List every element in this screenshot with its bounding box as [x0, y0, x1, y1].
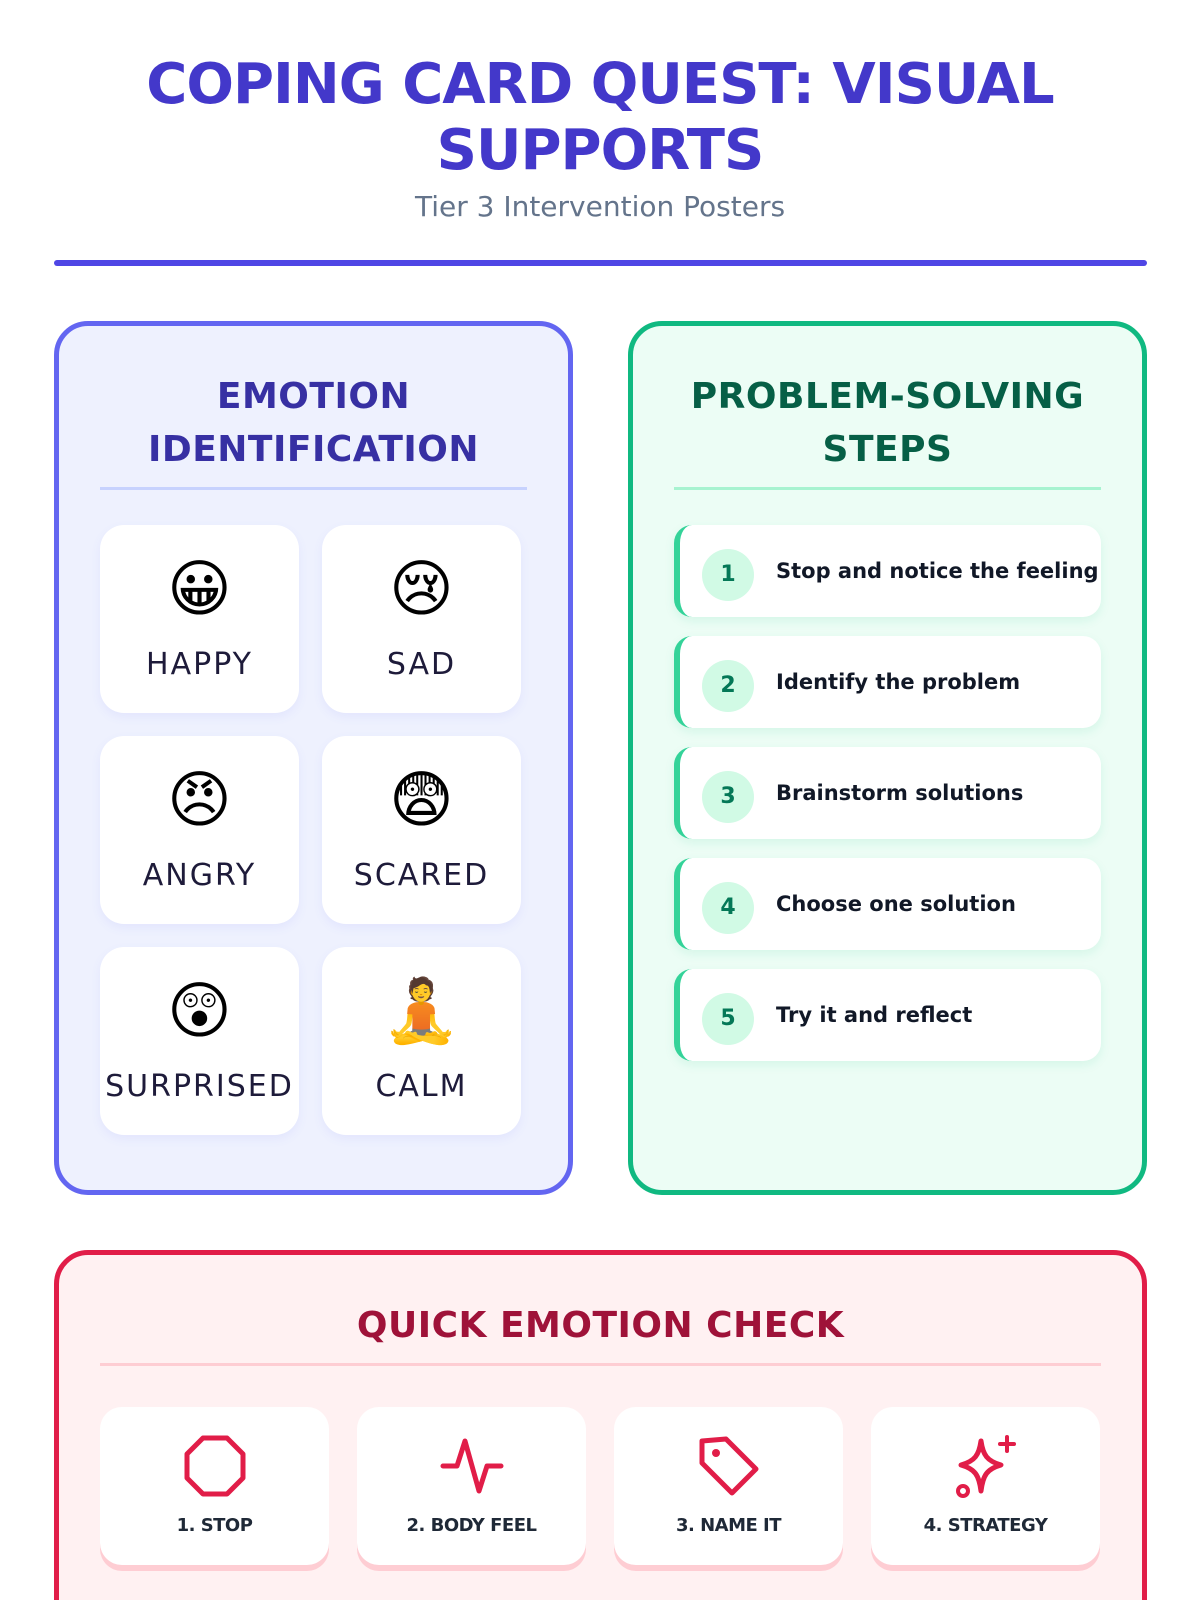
step-number-badge: 3 [702, 771, 754, 823]
step-number-badge: 1 [702, 549, 754, 601]
emotion-label: CALM [375, 1069, 468, 1104]
check-label: 4. STRATEGY [923, 1515, 1048, 1536]
step-card[interactable] [674, 858, 1101, 950]
steps-panel-divider [674, 487, 1101, 490]
sparkle-icon [871, 1433, 1100, 1499]
step-card[interactable] [674, 636, 1101, 728]
step-text: Identify the problem [776, 670, 1021, 694]
step-number-badge: 2 [702, 660, 754, 712]
step-text: Stop and notice the feeling [776, 559, 1099, 583]
check-card-strategy[interactable] [871, 1407, 1100, 1565]
emotion-panel-divider [100, 487, 527, 490]
step-text: Try it and reflect [776, 1003, 973, 1027]
steps-panel-heading: PROBLEM-SOLVING STEPS [690, 376, 1085, 470]
check-panel-heading: QUICK EMOTION CHECK [356, 1305, 845, 1346]
step-card[interactable] [674, 969, 1101, 1061]
page-subtitle: Tier 3 Intervention Posters [414, 190, 786, 223]
emotion-card-happy[interactable] [100, 525, 299, 713]
emotion-label: SAD [386, 647, 457, 682]
page-title: COPING CARD QUEST: VISUAL SUPPORTS [146, 52, 1054, 183]
check-panel-divider [100, 1363, 1101, 1366]
meditation-icon: 🧘 [382, 974, 461, 1047]
step-number-badge: 4 [702, 882, 754, 934]
scared-face-icon: 😨 [389, 763, 454, 836]
check-card-stop[interactable] [100, 1407, 329, 1565]
emotion-card-surprised[interactable] [100, 947, 299, 1135]
emotion-label: ANGRY [142, 858, 257, 893]
emotion-identification-panel [54, 321, 573, 1195]
emotion-card-sad[interactable] [322, 525, 521, 713]
check-label: 3. NAME IT [675, 1515, 782, 1536]
quick-emotion-check-panel [54, 1250, 1147, 1600]
tag-icon [614, 1433, 843, 1499]
step-card[interactable] [674, 747, 1101, 839]
check-card-body-feel[interactable] [357, 1407, 586, 1565]
emotion-card-calm[interactable] [322, 947, 521, 1135]
octagon-stop-icon [100, 1433, 329, 1499]
emotion-card-angry[interactable] [100, 736, 299, 924]
check-card-name-it[interactable] [614, 1407, 843, 1565]
emotion-label: HAPPY [146, 647, 253, 682]
angry-face-icon: 😠 [167, 763, 232, 836]
emotion-card-scared[interactable] [322, 736, 521, 924]
check-label: 2. BODY FEEL [406, 1515, 537, 1536]
step-card[interactable] [674, 525, 1101, 617]
step-number-badge: 5 [702, 993, 754, 1045]
emotion-panel-heading: EMOTION IDENTIFICATION [147, 376, 480, 470]
pulse-icon [357, 1433, 586, 1499]
surprised-face-icon: 😲 [167, 974, 232, 1047]
emotion-label: SCARED [353, 858, 490, 893]
step-text: Brainstorm solutions [776, 781, 1024, 805]
header-divider [54, 260, 1147, 266]
check-label: 1. STOP [176, 1515, 253, 1536]
happy-face-icon: 😀 [167, 552, 232, 625]
step-text: Choose one solution [776, 892, 1016, 916]
sad-face-icon: 😢 [389, 552, 454, 625]
emotion-label: SURPRISED [105, 1069, 294, 1104]
problem-solving-panel [628, 321, 1147, 1195]
